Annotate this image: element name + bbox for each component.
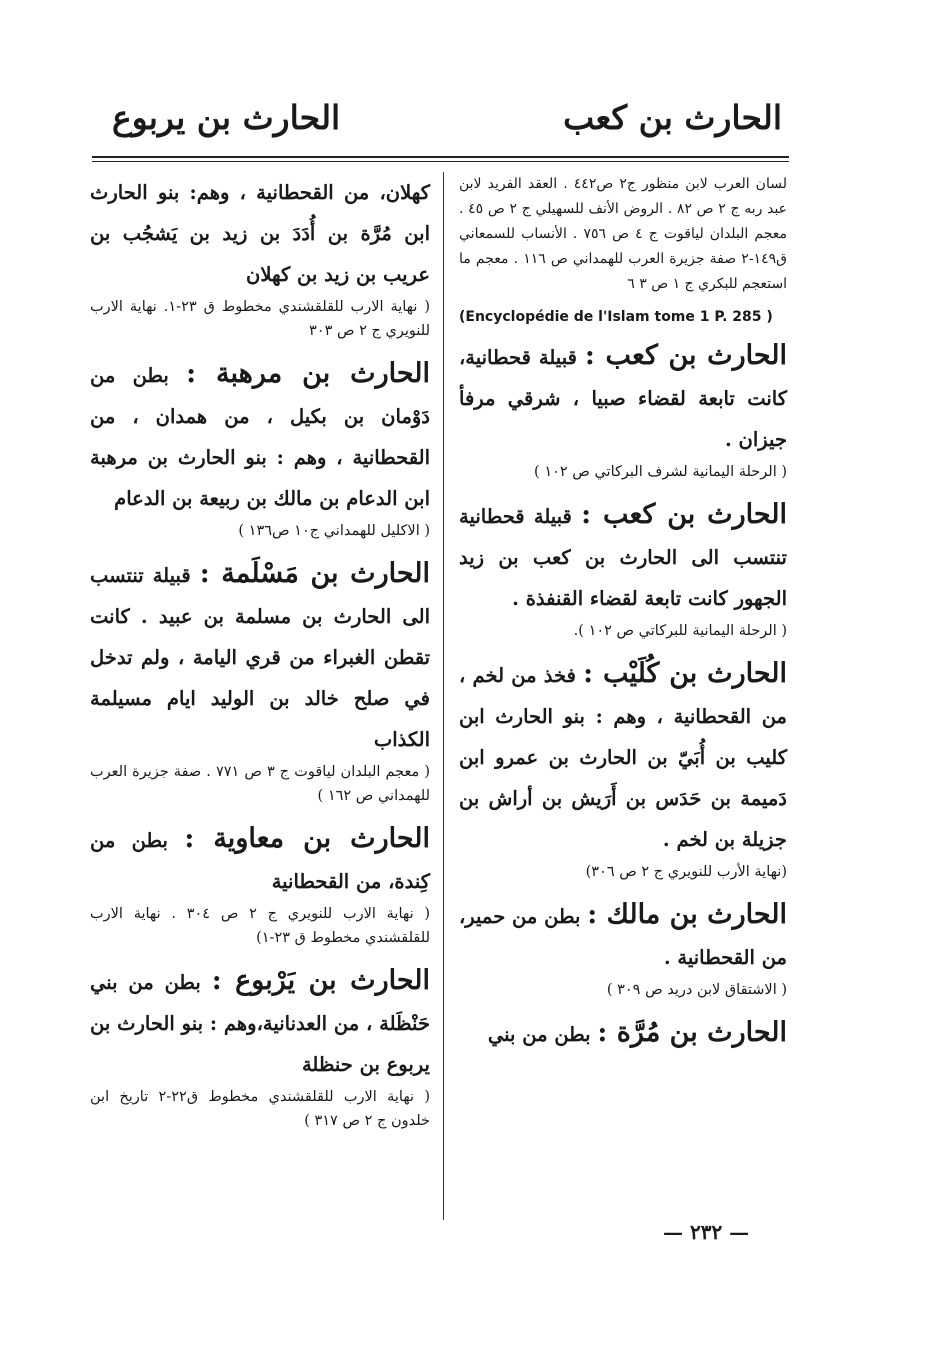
entry (459, 494, 787, 619)
entry-headword: الحارث بن كعب : (584, 340, 787, 371)
right-column (459, 172, 787, 1055)
entry-headword: الحارث بن مرهبة : (186, 358, 430, 389)
reference-note: لسان العرب لابن منظور ج٢ ص٤٤٢ . العقد الفريد لابن عبد ربه ج ٢ ص ٨٢ . الروض الأنف للسهيلي ج ٢ ص ٤٥ . معجم البلدان لياقوت ج ٤ ص ٧٥٦ . الأنساب للسمعاني ق١٤٩-٢ صفة جزيرة العرب للهمداني ص ١١٦ . معجم ما استعجم للبكري ج ١ ص ٣ ٦ (459, 176, 788, 292)
entry (90, 818, 430, 902)
reference-note: ( الرحلة اليمانية لشرف البركاتي ص ١٠٢ ) (534, 464, 787, 480)
entry-headword: الحارث بن كعب : (581, 499, 788, 530)
reference-note: ( نهاية الارب للقلقشندي مخطوط ق٢٢-٢ تاريخ ابن خلدون ج ٢ ص ٣١٧ ) (90, 1089, 430, 1129)
entry-headword: الحارث بن مُرَّة : (597, 1017, 787, 1048)
reference-note: (نهاية الأرب للنويري ج ٢ ص ٣٠٦) (585, 864, 787, 880)
header-rule-thick (92, 156, 789, 158)
reference-note: ( نهاية الارب للنويري ج ٢ ص ٣٠٤ . نهاية الارب للقلقشندي مخطوط ق ٢٣-١) (90, 906, 431, 946)
reference-note: ( الاشتقاق لابن دريد ص ٣٠٩ ) (606, 982, 787, 998)
entry-text: بطن من بني حَنْظَلة ، من العدنانية،وهم : بنو الحارث بن يربوع بن حنظلة (90, 971, 430, 1076)
reference-note: ( معجم البلدان لياقوت ج ٣ ص ٧٧١ . صفة جزيرة العرب للهمداني ص ١٦٢ ) (90, 764, 431, 804)
entry-text: بطن من دَوْمان بن بكيل ، من همدان ، من القحطانية ، وهم : بنو الحارث بن مرهبة ابن الدعام بن مالك بن ربيعة بن الدعام (90, 364, 430, 510)
entry-headword: الحارث بن مالك : (587, 899, 787, 930)
entry (459, 1012, 787, 1055)
entry-text: قبيلة تنتسب الى الحارث بن مسلمة بن عبيد . كانت تقطن الغبراء من قري اليامة ، ولم تدخل في صلح خالد بن الوليد ايام مسيلمة الكذاب (90, 564, 430, 751)
reference-note: ( نهاية الارب للقلقشندي مخطوط ق ٢٣-١. نهاية الارب للنويري ج ٢ ص ٣٠٣ (90, 299, 430, 339)
entry-text: بطن من بني (487, 1023, 591, 1046)
reference-note: ( الرحلة اليمانية للبركاتي ص ١٠٢ ). (573, 623, 787, 639)
header-rule-thin (92, 161, 789, 162)
entry-text: بطن من حمير، من القحطانية . (459, 905, 787, 969)
entry (459, 894, 787, 978)
entry-text: فخذ من لخم ، من القحطانية ، وهم : بنو الحارث ابن كليب بن أُبَيّ بن الحارث بن عمرو ابن دَميمة بن حَدَس بن أَرَيش بن أراش بن جزيلة بن لخم . (459, 664, 787, 851)
entry (459, 335, 787, 460)
entry-headword: الحارث بن يَرْبوع : (211, 965, 431, 996)
reference-note: ( الاكليل للهمداني ج١٠ ص١٣٦ ) (238, 523, 430, 539)
entry-text: قبيلة قحطانية تنتسب الى الحارث بن كعب بن زيد الجهور كانت تابعة لقضاء القنفذة . (459, 505, 787, 610)
latin-reference-note: (Encyclopédie de l'Islam tome 1 P. 285 ) (459, 309, 773, 325)
running-header-left: الحارث بن يربوع (112, 98, 341, 137)
page-number: — ٢٣٢ — (663, 1220, 750, 1244)
entry-continuation: كهلان، من القحطانية ، وهم: بنو الحارث ابن مُرَّة بن أُدَدَ بن زيد بن يَشجُب بن عريب بن زيد بن كهلان (90, 181, 430, 286)
entry-headword: الحارث بن كُلَيْب : (583, 658, 787, 689)
entry (90, 353, 430, 519)
entry (90, 960, 430, 1085)
entry-headword: الحارث بن مَسْلَمة : (199, 558, 430, 589)
entry-text: قبيلة قحطانية، كانت تابعة لقضاء صبيا ، شرقي مرفأ جيزان . (459, 346, 787, 451)
left-column (90, 172, 430, 1143)
entry-text: بطن من كِندة، من القحطانية (90, 829, 430, 893)
running-header-right: الحارث بن كعب (563, 98, 782, 137)
entry-headword: الحارث بن معاوية : (184, 823, 430, 854)
entry (90, 553, 430, 760)
column-divider (443, 172, 444, 1220)
entry (459, 653, 787, 860)
